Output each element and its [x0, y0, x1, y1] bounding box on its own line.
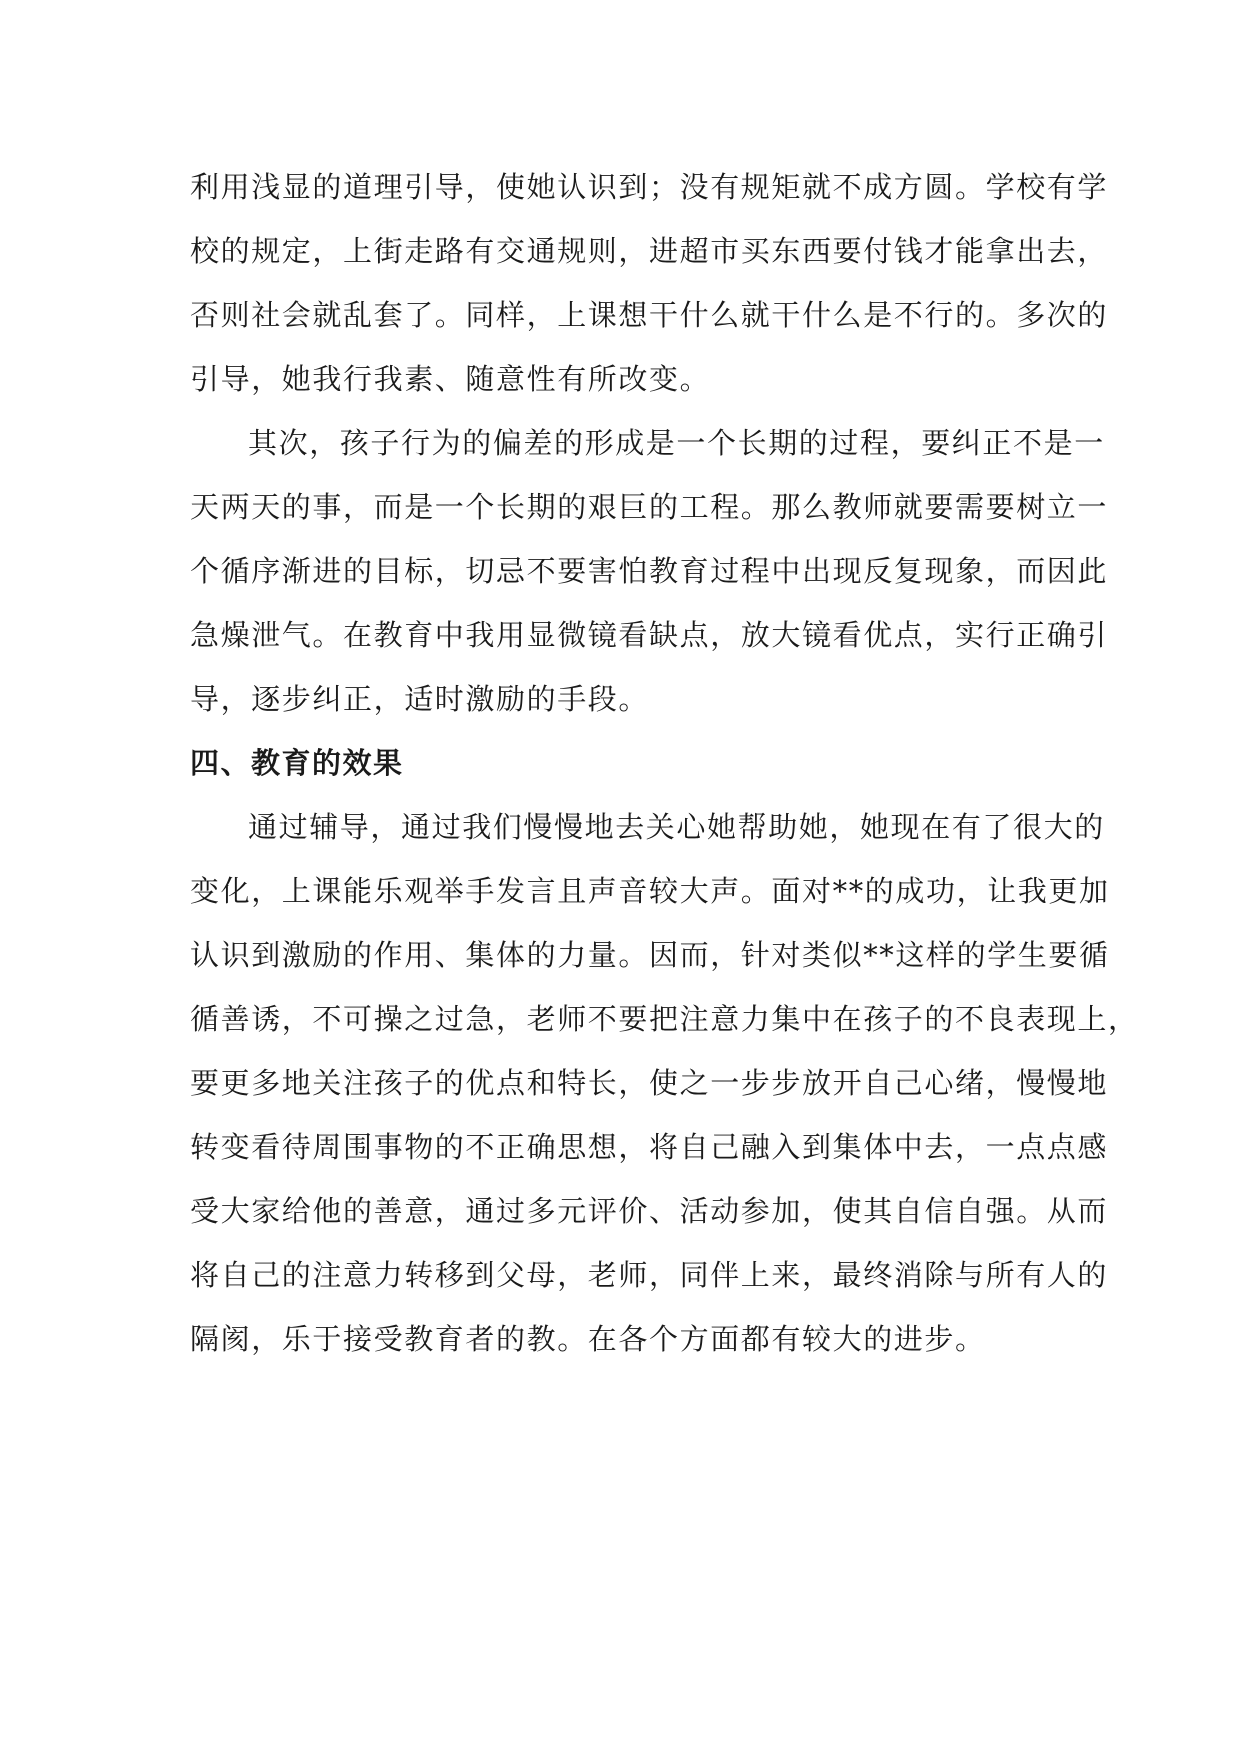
paragraph-line: 认识到激励的作用、集体的力量。因而，针对类似**这样的学生要循 [190, 938, 1110, 972]
paragraph-line: 将自己的注意力转移到父母，老师，同伴上来，最终消除与所有人的 [190, 1258, 1109, 1292]
paragraph-line: 受大家给他的善意，通过多元评价、活动参加，使其自信自强。从而 [190, 1194, 1109, 1228]
paragraph-3 [190, 795, 1139, 1371]
paragraph-line: 天两天的事，而是一个长期的艰巨的工程。那么教师就要需要树立一 [190, 490, 1109, 524]
paragraph-line: 循善诱，不可操之过急，老师不要把注意力集中在孩子的不良表现上， [190, 1002, 1139, 1036]
paragraph-2 [190, 411, 1109, 731]
document-body [190, 155, 1139, 1371]
paragraph-line: 急燥泄气。在教育中我用显微镜看缺点，放大镜看优点，实行正确引 [190, 618, 1109, 652]
section-heading: 四、教育的效果 [190, 746, 404, 780]
paragraph-line: 利用浅显的道理引导，使她认识到；没有规矩就不成方圆。学校有学 [190, 170, 1109, 204]
paragraph-line: 转变看待周围事物的不正确思想，将自己融入到集体中去，一点点感 [190, 1130, 1109, 1164]
paragraph-line: 通过辅导，通过我们慢慢地去关心她帮助她，她现在有了很大的 [248, 810, 1105, 844]
paragraph-line: 隔阂，乐于接受教育者的教。在各个方面都有较大的进步。 [190, 1322, 986, 1356]
paragraph-line: 校的规定，上街走路有交通规则，进超市买东西要付钱才能拿出去， [190, 234, 1109, 268]
paragraph-line: 要更多地关注孩子的优点和特长，使之一步步放开自己心绪，慢慢地 [190, 1066, 1109, 1100]
paragraph-line: 引导，她我行我素、随意性有所改变。 [190, 362, 711, 396]
paragraph-line: 其次，孩子行为的偏差的形成是一个长期的过程，要纠正不是一 [248, 426, 1105, 460]
paragraph-line: 个循序渐进的目标，切忌不要害怕教育过程中出现反复现象，而因此 [190, 554, 1109, 588]
paragraph-line: 否则社会就乱套了。同样，上课想干什么就干什么是不行的。多次的 [190, 298, 1109, 332]
paragraph-line: 导，逐步纠正，适时激励的手段。 [190, 682, 650, 716]
paragraph-1 [190, 155, 1109, 411]
paragraph-line: 变化，上课能乐观举手发言且声音较大声。面对**的成功，让我更加 [190, 874, 1110, 908]
